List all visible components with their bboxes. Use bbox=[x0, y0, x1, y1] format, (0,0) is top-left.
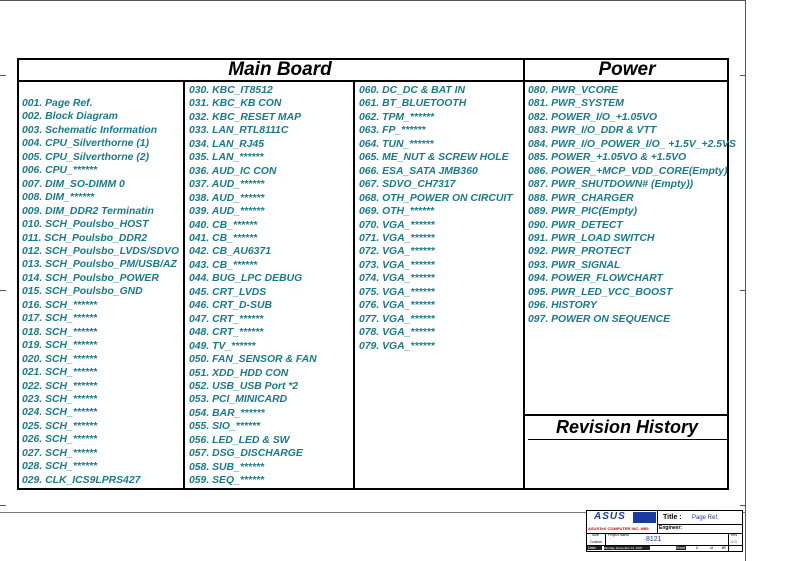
page-ref-item: 018. SCH_****** bbox=[22, 326, 98, 338]
asus-logo: ASUS bbox=[594, 511, 626, 522]
page-ref-item: 013. SCH_Poulsbo_PM/USB/AZ bbox=[22, 259, 177, 271]
title-block-divider bbox=[728, 533, 729, 552]
page-ref-item: 009. DIM_DDR2 Terminatin bbox=[22, 205, 154, 217]
page-ref-item: 003. Schematic Information bbox=[22, 124, 158, 136]
page-ref-item: 069. OTH_****** bbox=[359, 206, 435, 218]
page-ref-item: 051. XDD_HDD CON bbox=[189, 367, 289, 379]
page-ref-item: 019. SCH_****** bbox=[22, 340, 98, 352]
page-ref-item: 070. VGA_****** bbox=[359, 219, 435, 231]
page-ref-item: 073. VGA_****** bbox=[359, 259, 435, 271]
page-ref-item: 087. PWR_SHUTDOWN# (Empty)) bbox=[528, 179, 694, 191]
page-ref-item: 011. SCH_Poulsbo_DDR2 bbox=[22, 232, 148, 244]
page-ref-item: 040. CB_****** bbox=[189, 219, 258, 231]
page-ref-item: 032. KBC_RESET MAP bbox=[189, 111, 302, 123]
page-ref-item: 079. VGA_****** bbox=[359, 340, 435, 352]
page-ref-item: 096. HISTORY bbox=[528, 300, 597, 312]
main-board-column-3 bbox=[359, 84, 513, 353]
main-board-column-2 bbox=[189, 84, 317, 488]
page-ref-item: 035. LAN_****** bbox=[189, 152, 264, 164]
page-ref-item: 085. POWER_+1.05VO & +1.5VO bbox=[528, 152, 687, 164]
page-ref-item: 062. TPM_****** bbox=[359, 111, 435, 123]
size-label: Size bbox=[592, 533, 599, 537]
column-divider bbox=[183, 82, 185, 490]
page-ref-item: 022. SCH_****** bbox=[22, 380, 98, 392]
page-ref-item: 028. SCH_****** bbox=[22, 461, 98, 473]
page-ref-item: 075. VGA_****** bbox=[359, 286, 435, 298]
of-label: of bbox=[710, 546, 713, 550]
page-ref-item: 020. SCH_****** bbox=[22, 353, 98, 365]
page-ref-item: 080. PWR_VCORE bbox=[528, 85, 619, 96]
frame-tick bbox=[0, 505, 6, 506]
page-ref-item: 055. SIO_****** bbox=[189, 421, 261, 433]
page-ref-item: 074. VGA_****** bbox=[359, 273, 435, 285]
page-ref-item: 076. VGA_****** bbox=[359, 300, 435, 312]
page-ref-item: 015. SCH_Poulsbo_GND bbox=[22, 286, 143, 298]
page-ref-item: 088. PWR_CHARGER bbox=[528, 192, 634, 204]
date-value: Monday, December 31, 2007 bbox=[604, 546, 643, 550]
page-ref-item: 008. DIM_****** bbox=[22, 192, 95, 204]
rev-label: Rev bbox=[731, 533, 738, 537]
of-value: 97 bbox=[722, 546, 726, 550]
frame-tick bbox=[740, 75, 746, 76]
page-ref-item: 081. PWR_SYSTEM bbox=[528, 98, 624, 110]
page-ref-item: 071. VGA_****** bbox=[359, 232, 435, 244]
page-ref-item: 063. FP_****** bbox=[359, 125, 426, 137]
page-ref-item: 017. SCH_****** bbox=[22, 313, 98, 325]
page-ref-item: 046. CRT_D-SUB bbox=[189, 300, 272, 312]
column-divider bbox=[353, 82, 355, 490]
page-ref-item: 037. AUD_****** bbox=[189, 179, 265, 191]
page-ref-item: 057. DSG_DISCHARGE bbox=[189, 448, 303, 460]
page-ref-item: 030. KBC_IT8512 bbox=[189, 85, 273, 96]
frame-top-border bbox=[0, 0, 746, 1]
page-ref-item: 031. KBC_KB CON bbox=[189, 98, 282, 110]
page-ref-item: 065. ME_NUT & SCREW HOLE bbox=[359, 152, 509, 164]
page-ref-item: 014. SCH_Poulsbo_POWER bbox=[22, 272, 159, 284]
page-ref-item: 094. POWER_FLOWCHART bbox=[528, 273, 663, 285]
page-ref-item: 029. CLK_ICS9LPRS427 bbox=[22, 474, 141, 486]
title-block-divider bbox=[605, 533, 606, 545]
frame-tick bbox=[740, 505, 746, 506]
page-ref-item: 038. AUD_****** bbox=[189, 192, 265, 204]
page-ref-item: 092. PWR_PROTECT bbox=[528, 246, 631, 258]
revision-header-underline bbox=[528, 439, 729, 440]
page-ref-item: 027. SCH_****** bbox=[22, 447, 98, 459]
page-ref-item: 047. CRT_****** bbox=[189, 313, 264, 325]
sheet-label: Sheet bbox=[676, 546, 686, 550]
page-ref-item: 072. VGA_****** bbox=[359, 246, 435, 258]
page-ref-item: 004. CPU_Silverthorne (1) bbox=[22, 138, 150, 150]
page-ref-item: 093. PWR_SIGNAL bbox=[528, 259, 621, 271]
page-ref-item: 068. OTH_POWER ON CIRCUIT bbox=[359, 192, 513, 204]
revision-history-header: Revision History bbox=[555, 417, 699, 437]
main-board-column-1 bbox=[22, 97, 179, 487]
date-label: Date: bbox=[588, 546, 597, 550]
page-ref-item: 077. VGA_****** bbox=[359, 313, 435, 325]
project-name-value: 8121 bbox=[646, 536, 662, 543]
frame-right-border bbox=[745, 0, 746, 561]
page-ref-item: 082. POWER_I/O_+1.05VO bbox=[528, 111, 658, 123]
sheet-value: 1 bbox=[696, 546, 698, 550]
page-ref-item: 091. PWR_LOAD SWITCH bbox=[528, 232, 655, 244]
page-ref-item: 045. CRT_LVDS bbox=[189, 286, 267, 298]
page-ref-item: 034. LAN_RJ45 bbox=[189, 138, 265, 150]
page-ref-item: 052. USB_USB Port *2 bbox=[189, 380, 299, 392]
page-ref-item: 033. LAN_RTL8111C bbox=[189, 125, 289, 137]
rev-value: 2.0 bbox=[731, 539, 737, 544]
title-block-divider bbox=[657, 510, 658, 533]
page-ref-item: 042. CB_AU6371 bbox=[189, 246, 272, 258]
engineer-label: Engineer: bbox=[659, 525, 683, 531]
page-ref-item: 097. POWER ON SEQUENCE bbox=[528, 313, 671, 325]
page-ref-item: 002. Block Diagram bbox=[22, 111, 118, 123]
company-name: ASUSTeK COMPUTER INC. NB5 bbox=[588, 526, 649, 531]
page-ref-item: 039. AUD_****** bbox=[189, 206, 265, 218]
page-ref-item: 050. FAN_SENSOR & FAN bbox=[189, 354, 317, 366]
page-ref-item: 059. SEQ_****** bbox=[189, 475, 265, 487]
page-ref-item: 060. DC_DC & BAT IN bbox=[359, 85, 466, 96]
page-ref-item: 067. SDVO_CH7317 bbox=[359, 179, 456, 191]
page-ref-item: 006. CPU_****** bbox=[22, 165, 98, 177]
size-value: Custom bbox=[590, 540, 603, 544]
page-ref-item: 025. SCH_****** bbox=[22, 420, 98, 432]
page-ref-item: 064. TUN_****** bbox=[359, 138, 434, 150]
frame-tick bbox=[0, 290, 6, 291]
page-ref-item: 095. PWR_LED_VCC_BOOST bbox=[528, 286, 673, 298]
page-ref-item: 005. CPU_Silverthorne (2) bbox=[22, 151, 150, 163]
title-value: Page Ref. bbox=[692, 515, 719, 521]
page-ref-item: 026. SCH_****** bbox=[22, 434, 98, 446]
page-ref-item: 024. SCH_****** bbox=[22, 407, 98, 419]
title-label: Title : bbox=[663, 514, 682, 521]
page-ref-item: 084. PWR_I/O_POWER_I/O_ +1.5V_+2.5VS bbox=[528, 138, 736, 150]
power-header: Power bbox=[598, 59, 656, 80]
page-ref-item: 066. ESA_SATA JMB360 bbox=[359, 165, 478, 177]
page-ref-item: 021. SCH_****** bbox=[22, 367, 98, 379]
page-ref-item: 007. DIM_SO-DIMM 0 bbox=[22, 178, 125, 190]
revision-divider bbox=[523, 414, 729, 416]
page-ref-item: 049. TV_****** bbox=[189, 340, 256, 352]
page-ref-item: 086. POWER_+MCP_VDD_CORE(Empty) bbox=[528, 165, 728, 177]
page-ref-item: 044. BUG_LPC DEBUG bbox=[189, 273, 303, 285]
page-ref-item: 090. PWR_DETECT bbox=[528, 219, 623, 231]
page-ref-item: 089. PWR_PIC(Empty) bbox=[528, 206, 638, 218]
page-ref-item: 061. BT_BLUETOOTH bbox=[359, 98, 467, 110]
page-ref-item: 078. VGA_****** bbox=[359, 327, 435, 339]
asus-logo-mark bbox=[633, 512, 656, 523]
page-ref-item: 012. SCH_Poulsbo_LVDS/SDVO bbox=[22, 245, 180, 257]
main-board-header: Main Board bbox=[228, 59, 332, 80]
power-column bbox=[528, 84, 736, 326]
page-ref-item: 016. SCH_****** bbox=[22, 299, 98, 311]
page-ref-item: 041. CB_****** bbox=[189, 232, 258, 244]
page-ref-item: 010. SCH_Poulsbo_HOST bbox=[22, 219, 149, 231]
page-ref-item: 043. CB_****** bbox=[189, 259, 258, 271]
frame-tick bbox=[740, 290, 746, 291]
page-ref-item: 083. PWR_I/O_DDR & VTT bbox=[528, 125, 657, 137]
page-ref-item: 058. SUB_****** bbox=[189, 461, 265, 473]
page-ref-item: 001. Page Ref. bbox=[22, 98, 93, 109]
page-ref-item: 036. AUD_IC CON bbox=[189, 165, 277, 177]
page-ref-item: 054. BAR_****** bbox=[189, 407, 265, 419]
page-ref-item: 056. LED_LED & SW bbox=[189, 434, 290, 446]
page-ref-item: 048. CRT_****** bbox=[189, 327, 264, 339]
project-name-label: Project Name bbox=[608, 533, 630, 537]
page-ref-item: 023. SCH_****** bbox=[22, 393, 98, 405]
page-ref-item: 053. PCI_MINICARD bbox=[189, 394, 288, 406]
frame-tick bbox=[0, 75, 6, 76]
